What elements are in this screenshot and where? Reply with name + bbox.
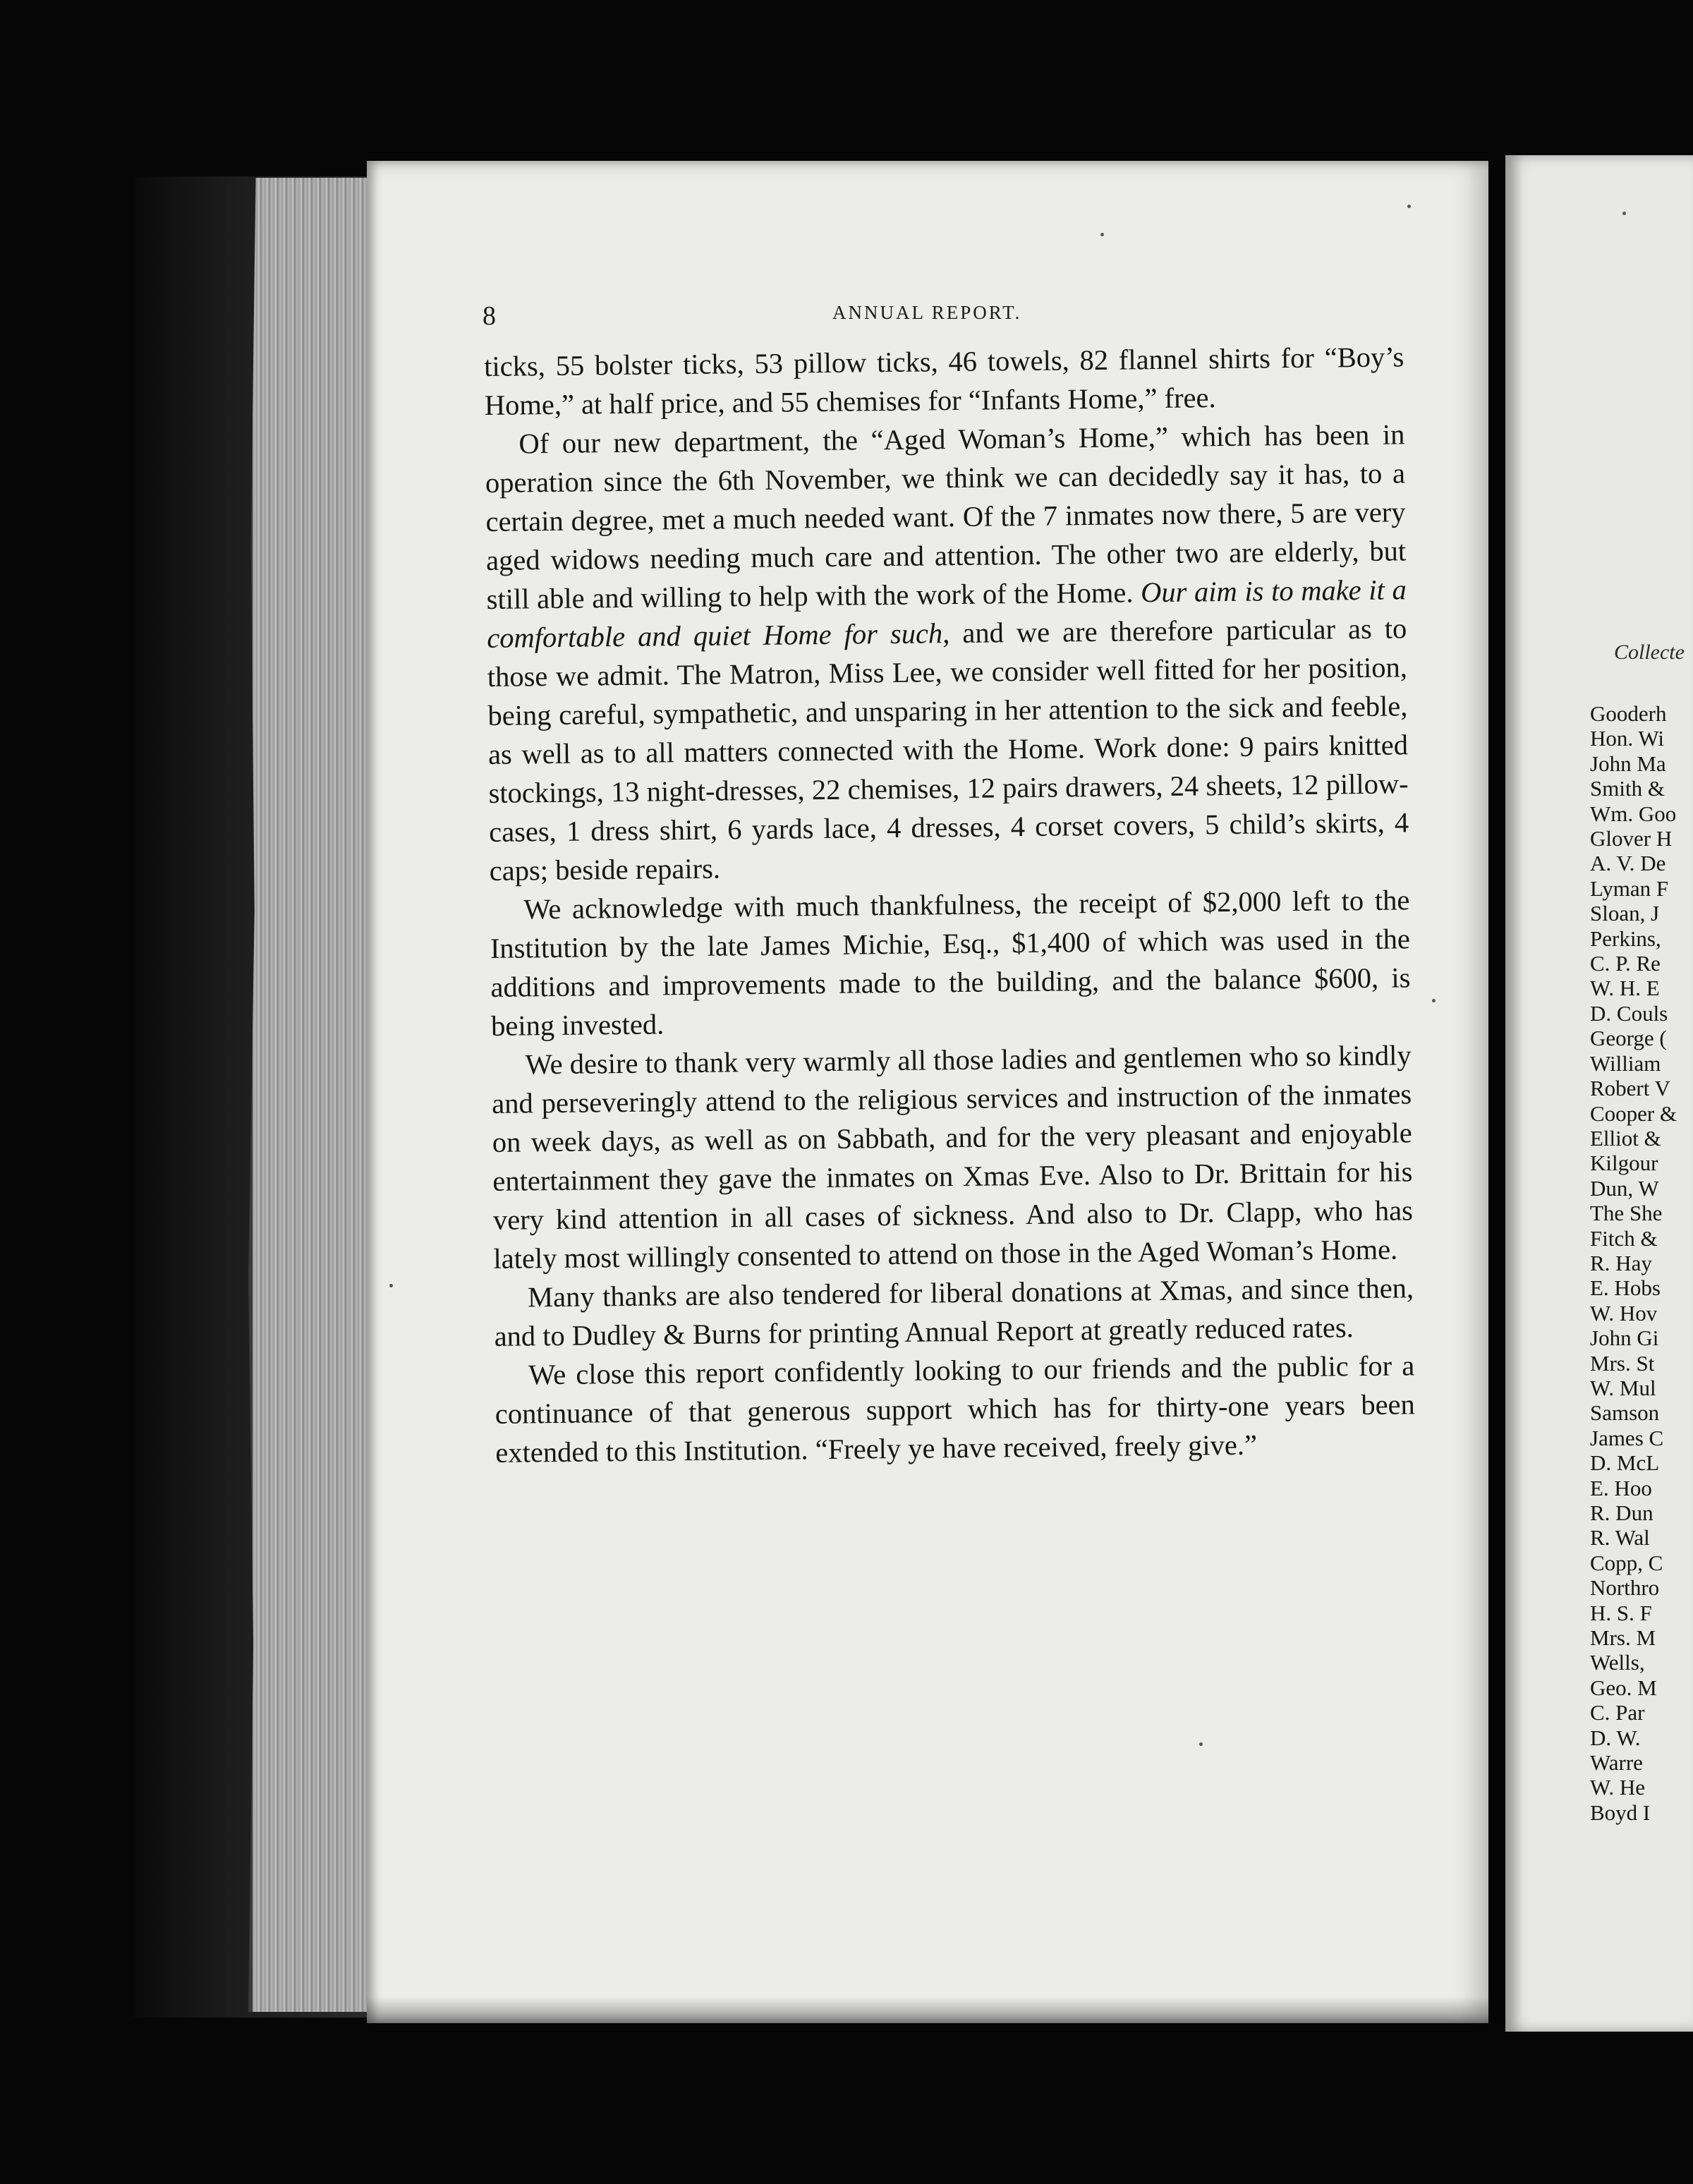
- paragraph-text: Of our new department, the “Aged Woman’s Home,” which has been in operation since the 6th November, we think we can decidedly say it has, to a certain degree, met a much needed want. Of the 7 inmates now there, 5 are very aged widows needing much care and attention. The other two are elderly, but still able and willing to help with the work of the Home.: [485, 418, 1407, 615]
- page-body-text: [484, 337, 1416, 1472]
- ledger-name: The She: [1590, 1201, 1663, 1226]
- ledger-name: W. Mul: [1590, 1375, 1656, 1400]
- ledger-name: W. H. E: [1590, 976, 1660, 1001]
- paragraph: We acknowledge with much thankfulness, the receipt of $2,000 left to the Institution by the late James Michie, Esq., $1,400 of which was used in the additions and improvements made to the building, and the balance $600, is being invested.: [490, 884, 1411, 1042]
- page-edges: [248, 178, 372, 2012]
- ledger-name: Hon. Wi: [1590, 726, 1664, 751]
- ledger-name: E. Hobs: [1590, 1275, 1661, 1301]
- paragraph: Many thanks are also tendered for liberal donations at Xmas, and since then, and to Dudley & Burns for printing Annual Report at greatly reduced rates.: [494, 1272, 1414, 1352]
- ledger-name-list: [1590, 701, 1693, 1825]
- page-bottom-shadow: [367, 1996, 1488, 2023]
- ledger-name: Northro: [1590, 1575, 1660, 1601]
- ledger-name: Lyman F: [1590, 875, 1669, 901]
- paper-speck: [1100, 233, 1104, 236]
- ledger-name: Mrs. St: [1590, 1350, 1655, 1376]
- paragraph-text: , and we are therefore particular as to those we admit. The Matron, Miss Lee, we consider well fitted for her position, being careful, sympathetic, and unsparing in her attention to the sick and feeble, as well as to all matters connected with the Home. Work done: 9 pairs knitted stockings, 13 night-dresses, 22 chemises, 12 pairs drawers, 24 sheets, 12 pillow-cases, 1 dress shirt, 6 yards lace, 4 dresses, 4 corset covers, 5 child’s skirts, 4 caps; beside repairs.: [487, 612, 1409, 887]
- ledger-name: Smith &: [1590, 776, 1665, 801]
- ledger-name: E. Hoo: [1590, 1475, 1652, 1500]
- ledger-name: Warre: [1590, 1750, 1643, 1776]
- ledger-heading: Collecte: [1614, 641, 1685, 664]
- ledger-name: John Ma: [1590, 751, 1666, 776]
- ledger-name: James C: [1590, 1425, 1664, 1450]
- ledger-name: R. Wal: [1590, 1525, 1650, 1551]
- ledger-name: D. Couls: [1590, 1000, 1668, 1026]
- paper-speck: [1432, 999, 1436, 1002]
- ledger-name: C. P. Re: [1590, 951, 1661, 976]
- ledger-name: R. Hay: [1590, 1250, 1652, 1275]
- ledger-name: Glover H: [1590, 826, 1673, 851]
- ledger-name: D. W.: [1590, 1725, 1641, 1750]
- ledger-name: Kilgour: [1590, 1151, 1658, 1176]
- ledger-name: Wells,: [1590, 1650, 1645, 1675]
- ledger-name: Gooderh: [1590, 701, 1667, 726]
- italic-phrase: Our aim is to make it a comfortable and quiet Home for such: [487, 574, 1407, 654]
- paper-speck: [1199, 1742, 1203, 1746]
- ledger-name: Geo. M: [1590, 1675, 1657, 1700]
- ledger-name: Perkins,: [1590, 926, 1661, 951]
- ledger-name: W. Hov: [1590, 1300, 1658, 1325]
- paper-speck: [389, 1284, 393, 1287]
- paragraph: We desire to thank very warmly all those ladies and gentlemen who so kindly and perseveringly attend to the religious services and instruction of the inmates on week days, as well as on Sabbath, and for the very pleasant and enjoyable entertainment they gave the inmates on Xmas Eve. Also to Dr. Brittain for his very kind attention in all cases of sickness. And also to Dr. Clapp, who has lately most willingly consented to attend on those in the Aged Woman’s Home.: [491, 1039, 1414, 1275]
- ledger-name: William: [1590, 1050, 1661, 1076]
- ledger-name: Sloan, J: [1590, 901, 1660, 926]
- paragraph: [485, 415, 1409, 890]
- ledger-name: Samson: [1590, 1400, 1660, 1426]
- ledger-name: Wm. Goo: [1590, 801, 1677, 826]
- paper-speck: [1622, 212, 1626, 215]
- running-head: ANNUAL REPORT.: [832, 302, 1022, 323]
- ledger-name: C. Par: [1590, 1700, 1645, 1725]
- ledger-name: George (: [1590, 1026, 1667, 1051]
- ledger-name: H. S. F: [1590, 1600, 1652, 1625]
- ledger-name: W. He: [1590, 1775, 1646, 1800]
- ledger-name: A. V. De: [1590, 851, 1666, 876]
- ledger-name: Boyd I: [1590, 1800, 1651, 1825]
- spine-gap: [1488, 161, 1505, 2023]
- paper-speck: [1407, 205, 1411, 208]
- ledger-name: Fitch &: [1590, 1225, 1658, 1251]
- ledger-name: D. McL: [1590, 1450, 1660, 1476]
- page-number: 8: [483, 301, 496, 331]
- ledger-name: Cooper &: [1590, 1100, 1677, 1126]
- ledger-name: Dun, W: [1590, 1175, 1659, 1201]
- paragraph: ticks, 55 bolster ticks, 53 pillow ticks, 46 towels, 82 flannel shirts for “Boy’s Home,” at half price, and 55 chemises for “Infants Home,” free.: [484, 341, 1404, 421]
- ledger-name: Elliot &: [1590, 1125, 1661, 1151]
- ledger-name: Robert V: [1590, 1076, 1670, 1101]
- ledger-name: Mrs. M: [1590, 1625, 1656, 1651]
- paragraph: We close this report confidently looking to our friends and the public for a continuance of that generous support which has for thirty-one years been extended to this Institution. “Freely ye have received, freely give.”: [494, 1349, 1416, 1469]
- ledger-name: John Gi: [1590, 1325, 1659, 1351]
- ledger-name: R. Dun: [1590, 1500, 1653, 1525]
- ledger-name: Copp, C: [1590, 1550, 1663, 1575]
